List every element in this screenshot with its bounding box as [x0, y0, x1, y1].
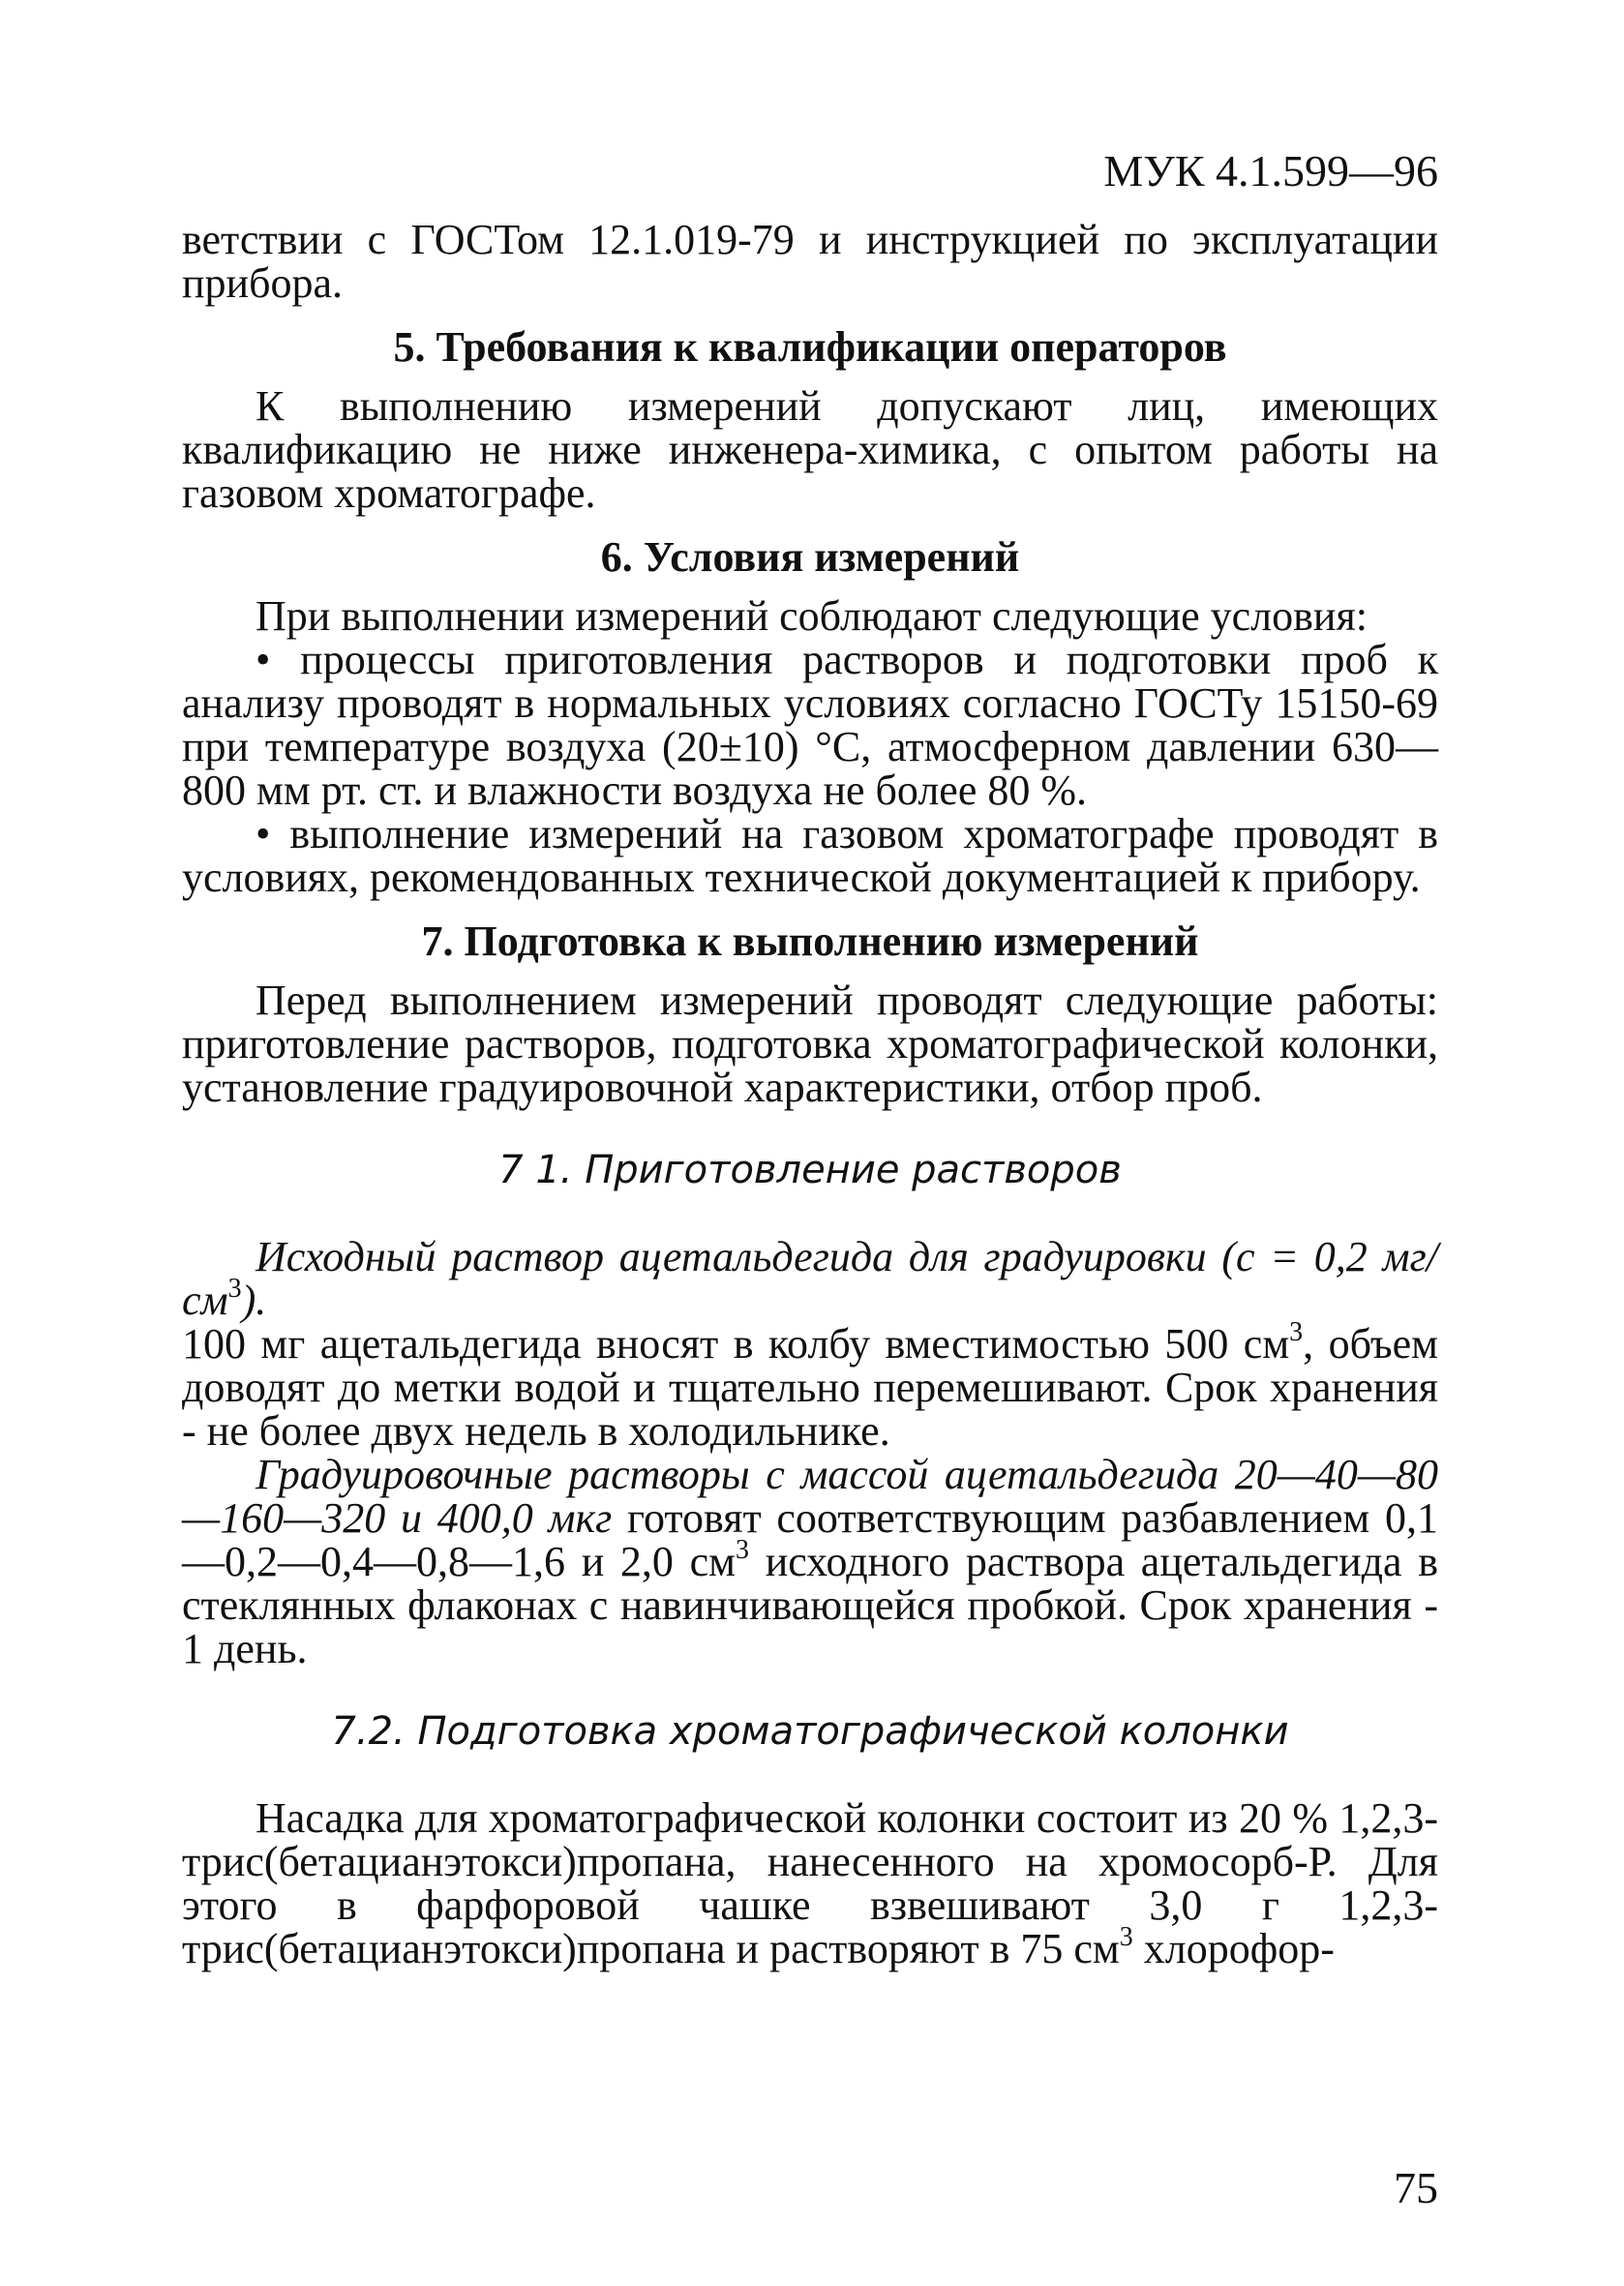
section-7-paragraph: Перед выполнением измерений проводят следующие работы: приготовление растворов, подготовка хроматографической колонки, установление градуировочной характеристики, отбор проб.	[182, 977, 1438, 1111]
section-6-bullet-2: • выполнение измерений на газовом хроматографе проводят в условиях, рекомендованных технической документацией к прибору.	[182, 810, 1438, 901]
calibration-solutions-text: готовят соответствующим разбавлением 0,1—0,2—0,4—0,8—1,6 и 2,0 см	[182, 1494, 1438, 1585]
superscript: 3	[736, 1535, 749, 1565]
superscript: 3	[1289, 1317, 1304, 1347]
superscript: 3	[1119, 1922, 1133, 1952]
section-6-heading: 6. Условия измерений	[600, 533, 1020, 581]
section-7-heading: 7. Подготовка к выполнению измерений	[421, 917, 1199, 965]
stock-solution-title: Исходный раствор ацетальдегида для градуировки (с = 0,2 мг/см	[182, 1233, 1438, 1324]
subsection-7-1-heading: 7 1. Приготовление растворов	[498, 1148, 1122, 1192]
stock-solution-title-end: ).	[241, 1277, 267, 1324]
stock-solution-paragraph	[182, 1235, 1438, 1453]
section-5-heading: 5. Требования к квалификации операторов	[393, 323, 1227, 371]
page-number: 75	[1394, 2163, 1438, 2212]
calibration-solutions-text-2: исходного раствора ацетальдегида в стеклянных флаконах с навинчивающейся пробкой. Срок хранения - 1 день.	[182, 1538, 1438, 1672]
page-body	[182, 218, 1438, 1970]
calibration-solutions-paragraph	[182, 1453, 1438, 1670]
section-6-intro: При выполнении измерений соблюдают следующие условия:	[256, 592, 1368, 640]
stock-solution-text-2: , объем доводят до метки водой и тщательно перемешивают. Срок хранения - не более двух недель в холодильнике.	[182, 1320, 1439, 1455]
calibration-solutions-title: Градуировочные растворы с массой ацетальдегида 20—40—80—160—320 и 400,0 мкг	[182, 1451, 1438, 1542]
section-6-bullet-1: • процессы приготовления растворов и подготовки проб к анализу проводят в нормальных условиях согласно ГОСТу 15150-69 при температуре воздуха (20±10) °С, атмосферном давлении 630—800 мм рт. ст. и влажности воздуха не более 80 %.	[182, 636, 1438, 814]
superscript: 3	[227, 1274, 242, 1304]
document-code-header: МУК 4.1.599—96	[1103, 146, 1438, 196]
column-packing-text: Насадка для хроматографической колонки состоит из 20 % 1,2,3-трис(бетацианэтокси)пропана, нанесенного на хромосорб-Р. Для этого в фарфоровой чашке взвешивают 3,0 г 1,2,3-трис(бетацианэтокси)пропана и растворяют в 75 см	[182, 1794, 1438, 1972]
stock-solution-text: 100 мг ацетальдегида вносят в колбу вместимостью 500 см	[182, 1320, 1290, 1368]
column-packing-paragraph	[182, 1796, 1438, 1970]
continuation-paragraph: ветствии с ГОСТом 12.1.019-79 и инструкцией по эксплуатации прибора.	[182, 216, 1438, 307]
subsection-7-2-heading: 7.2. Подготовка хроматографической колонки	[331, 1709, 1289, 1754]
column-packing-text-2: хлорофор-	[1132, 1925, 1335, 1972]
section-5-paragraph: К выполнению измерений допускают лиц, имеющих квалификацию не ниже инженера-химика, с опытом работы на газовом хроматографе.	[182, 382, 1438, 517]
